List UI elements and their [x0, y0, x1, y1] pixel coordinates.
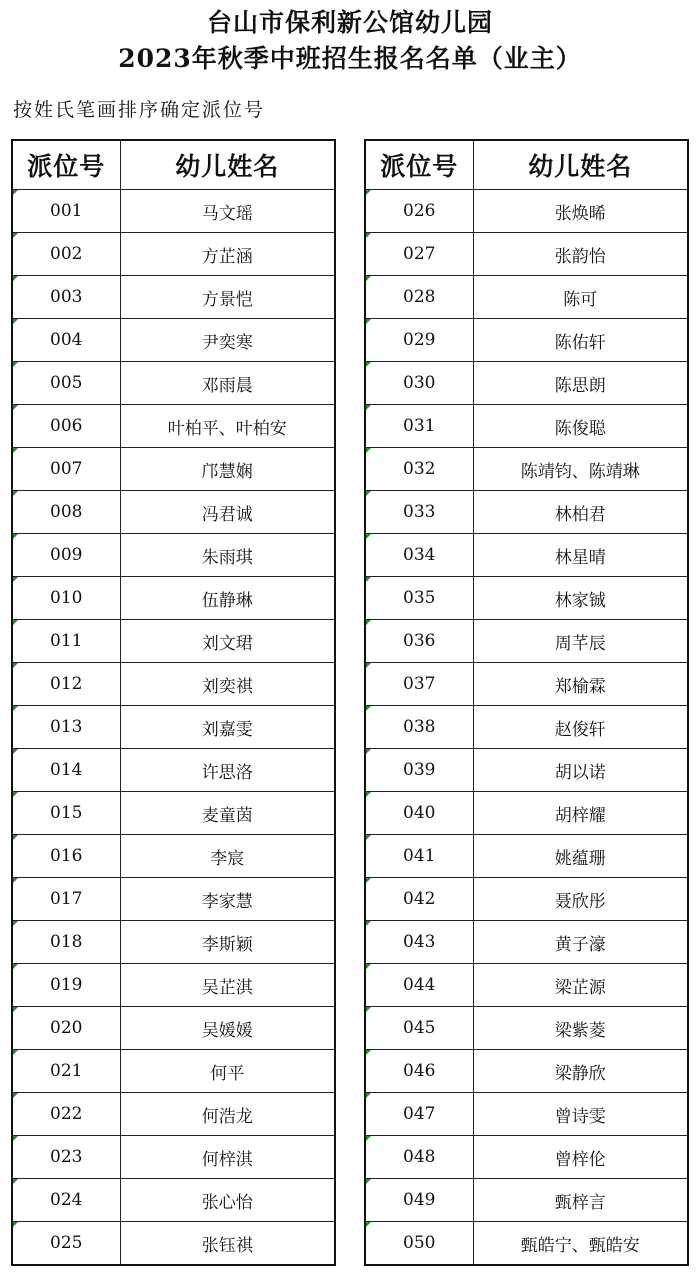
child-name-cell: 林柏君	[473, 491, 688, 534]
assignment-number-cell: 009	[12, 534, 120, 577]
table-row	[365, 448, 688, 491]
assignment-number-cell: 049	[365, 1179, 473, 1222]
assignment-number-cell: 034	[365, 534, 473, 577]
column-header-number: 派位号	[12, 140, 120, 190]
roster-body-left	[12, 190, 335, 1266]
child-name-cell: 黄子濠	[473, 921, 688, 964]
table-row	[12, 276, 335, 319]
table-row	[365, 319, 688, 362]
child-name-cell: 冯君诚	[120, 491, 335, 534]
assignment-number-cell: 012	[12, 663, 120, 706]
child-name-cell: 陈佑轩	[473, 319, 688, 362]
child-name-cell: 麦童茵	[120, 792, 335, 835]
table-row	[12, 1222, 335, 1266]
assignment-number-cell: 018	[12, 921, 120, 964]
assignment-number-cell: 043	[365, 921, 473, 964]
table-row	[365, 534, 688, 577]
table-row	[12, 1136, 335, 1179]
assignment-number-cell: 006	[12, 405, 120, 448]
child-name-cell: 刘文珺	[120, 620, 335, 663]
child-name-cell: 马文瑶	[120, 190, 335, 233]
child-name-cell: 伍静琳	[120, 577, 335, 620]
child-name-cell: 陈俊聪	[473, 405, 688, 448]
assignment-number-cell: 005	[12, 362, 120, 405]
roster-body-right	[365, 190, 688, 1266]
child-name-cell: 胡梓耀	[473, 792, 688, 835]
table-row	[12, 620, 335, 663]
assignment-number-cell: 010	[12, 577, 120, 620]
assignment-number-cell: 045	[365, 1007, 473, 1050]
assignment-number-cell: 019	[12, 964, 120, 1007]
assignment-number-cell: 016	[12, 835, 120, 878]
table-row	[365, 749, 688, 792]
child-name-cell: 梁静欣	[473, 1050, 688, 1093]
child-name-cell: 甄梓言	[473, 1179, 688, 1222]
assignment-number-cell: 022	[12, 1093, 120, 1136]
table-row	[12, 878, 335, 921]
child-name-cell: 邝慧娴	[120, 448, 335, 491]
table-row	[12, 233, 335, 276]
child-name-cell: 李斯颖	[120, 921, 335, 964]
child-name-cell: 张心怡	[120, 1179, 335, 1222]
table-row	[365, 1093, 688, 1136]
assignment-number-cell: 030	[365, 362, 473, 405]
child-name-cell: 胡以诺	[473, 749, 688, 792]
assignment-number-cell: 032	[365, 448, 473, 491]
table-row	[365, 190, 688, 233]
child-name-cell: 李家慧	[120, 878, 335, 921]
assignment-number-cell: 037	[365, 663, 473, 706]
table-row	[12, 792, 335, 835]
document-title: 台山市保利新公馆幼儿园	[206, 8, 493, 37]
table-row	[365, 577, 688, 620]
assignment-number-cell: 027	[365, 233, 473, 276]
assignment-number-cell: 011	[12, 620, 120, 663]
table-row	[365, 362, 688, 405]
column-header-name: 幼儿姓名	[473, 140, 688, 190]
assignment-number-cell: 028	[365, 276, 473, 319]
assignment-number-cell: 044	[365, 964, 473, 1007]
child-name-cell: 姚蕴珊	[473, 835, 688, 878]
assignment-number-cell: 007	[12, 448, 120, 491]
child-name-cell: 朱雨琪	[120, 534, 335, 577]
child-name-cell: 梁芷源	[473, 964, 688, 1007]
assignment-number-cell: 039	[365, 749, 473, 792]
assignment-number-cell: 015	[12, 792, 120, 835]
assignment-number-cell: 021	[12, 1050, 120, 1093]
table-row	[12, 706, 335, 749]
table-header-row	[365, 140, 688, 190]
table-row	[12, 921, 335, 964]
table-row	[12, 1179, 335, 1222]
child-name-cell: 刘嘉雯	[120, 706, 335, 749]
assignment-number-cell: 026	[365, 190, 473, 233]
assignment-number-cell: 001	[12, 190, 120, 233]
assignment-number-cell: 023	[12, 1136, 120, 1179]
child-name-cell: 何梓淇	[120, 1136, 335, 1179]
table-row	[365, 1050, 688, 1093]
child-name-cell: 张钰祺	[120, 1222, 335, 1266]
table-row	[365, 1007, 688, 1050]
table-row	[365, 1222, 688, 1266]
child-name-cell: 陈思朗	[473, 362, 688, 405]
assignment-number-cell: 040	[365, 792, 473, 835]
assignment-number-cell: 041	[365, 835, 473, 878]
child-name-cell: 郑榆霖	[473, 663, 688, 706]
child-name-cell: 赵俊轩	[473, 706, 688, 749]
child-name-cell: 林家铖	[473, 577, 688, 620]
assignment-number-cell: 014	[12, 749, 120, 792]
assignment-number-cell: 050	[365, 1222, 473, 1266]
child-name-cell: 吴媛媛	[120, 1007, 335, 1050]
child-name-cell: 李宸	[120, 835, 335, 878]
table-row	[12, 1050, 335, 1093]
child-name-cell: 聂欣彤	[473, 878, 688, 921]
sorting-note: 按姓氏笔画排序确定派位号	[13, 99, 266, 121]
table-row	[365, 835, 688, 878]
child-name-cell: 邓雨晨	[120, 362, 335, 405]
table-row	[365, 405, 688, 448]
table-row	[365, 1179, 688, 1222]
table-row	[365, 491, 688, 534]
child-name-cell: 周芊辰	[473, 620, 688, 663]
table-row	[12, 362, 335, 405]
column-header-name: 幼儿姓名	[120, 140, 335, 190]
assignment-number-cell: 025	[12, 1222, 120, 1266]
table-row	[365, 964, 688, 1007]
child-name-cell: 林星晴	[473, 534, 688, 577]
table-row	[365, 792, 688, 835]
child-name-cell: 张韵怡	[473, 233, 688, 276]
assignment-number-cell: 047	[365, 1093, 473, 1136]
assignment-number-cell: 036	[365, 620, 473, 663]
table-row	[365, 276, 688, 319]
assignment-number-cell: 038	[365, 706, 473, 749]
child-name-cell: 甄皓宁、甄皓安	[473, 1222, 688, 1266]
child-name-cell: 陈靖钧、陈靖琳	[473, 448, 688, 491]
assignment-number-cell: 046	[365, 1050, 473, 1093]
assignment-number-cell: 020	[12, 1007, 120, 1050]
assignment-number-cell: 035	[365, 577, 473, 620]
table-row	[365, 921, 688, 964]
child-name-cell: 方景恺	[120, 276, 335, 319]
child-name-cell: 何平	[120, 1050, 335, 1093]
assignment-number-cell: 024	[12, 1179, 120, 1222]
assignment-number-cell: 042	[365, 878, 473, 921]
child-name-cell: 叶柏平、叶柏安	[120, 405, 335, 448]
table-row	[12, 319, 335, 362]
child-name-cell: 方芷涵	[120, 233, 335, 276]
table-row	[365, 233, 688, 276]
assignment-number-cell: 004	[12, 319, 120, 362]
child-name-cell: 陈可	[473, 276, 688, 319]
table-row	[365, 1136, 688, 1179]
table-row	[12, 835, 335, 878]
table-row	[365, 878, 688, 921]
child-name-cell: 梁紫菱	[473, 1007, 688, 1050]
column-header-number: 派位号	[365, 140, 473, 190]
assignment-number-cell: 031	[365, 405, 473, 448]
table-row	[12, 663, 335, 706]
child-name-cell: 许思洛	[120, 749, 335, 792]
assignment-number-cell: 002	[12, 233, 120, 276]
child-name-cell: 尹奕寒	[120, 319, 335, 362]
table-row	[12, 534, 335, 577]
table-row	[12, 964, 335, 1007]
table-row	[365, 706, 688, 749]
child-name-cell: 何浩龙	[120, 1093, 335, 1136]
table-row	[12, 491, 335, 534]
assignment-number-cell: 017	[12, 878, 120, 921]
table-row	[12, 190, 335, 233]
child-name-cell: 曾梓伦	[473, 1136, 688, 1179]
table-row	[12, 749, 335, 792]
table-row	[12, 405, 335, 448]
table-row	[12, 1093, 335, 1136]
child-name-cell: 曾诗雯	[473, 1093, 688, 1136]
table-row	[12, 448, 335, 491]
child-name-cell: 吴芷淇	[120, 964, 335, 1007]
table-row	[12, 1007, 335, 1050]
assignment-number-cell: 008	[12, 491, 120, 534]
table-row	[12, 577, 335, 620]
assignment-number-cell: 048	[365, 1136, 473, 1179]
child-name-cell: 张焕晞	[473, 190, 688, 233]
assignment-number-cell: 013	[12, 706, 120, 749]
assignment-number-cell: 003	[12, 276, 120, 319]
roster-table-right	[364, 139, 689, 1266]
assignment-number-cell: 033	[365, 491, 473, 534]
document-subtitle-title: 2023年秋季中班招生报名名单（业主）	[118, 44, 582, 73]
roster-table-left	[11, 139, 336, 1266]
table-header-row	[12, 140, 335, 190]
table-row	[365, 663, 688, 706]
child-name-cell: 刘奕祺	[120, 663, 335, 706]
table-row	[365, 620, 688, 663]
assignment-number-cell: 029	[365, 319, 473, 362]
